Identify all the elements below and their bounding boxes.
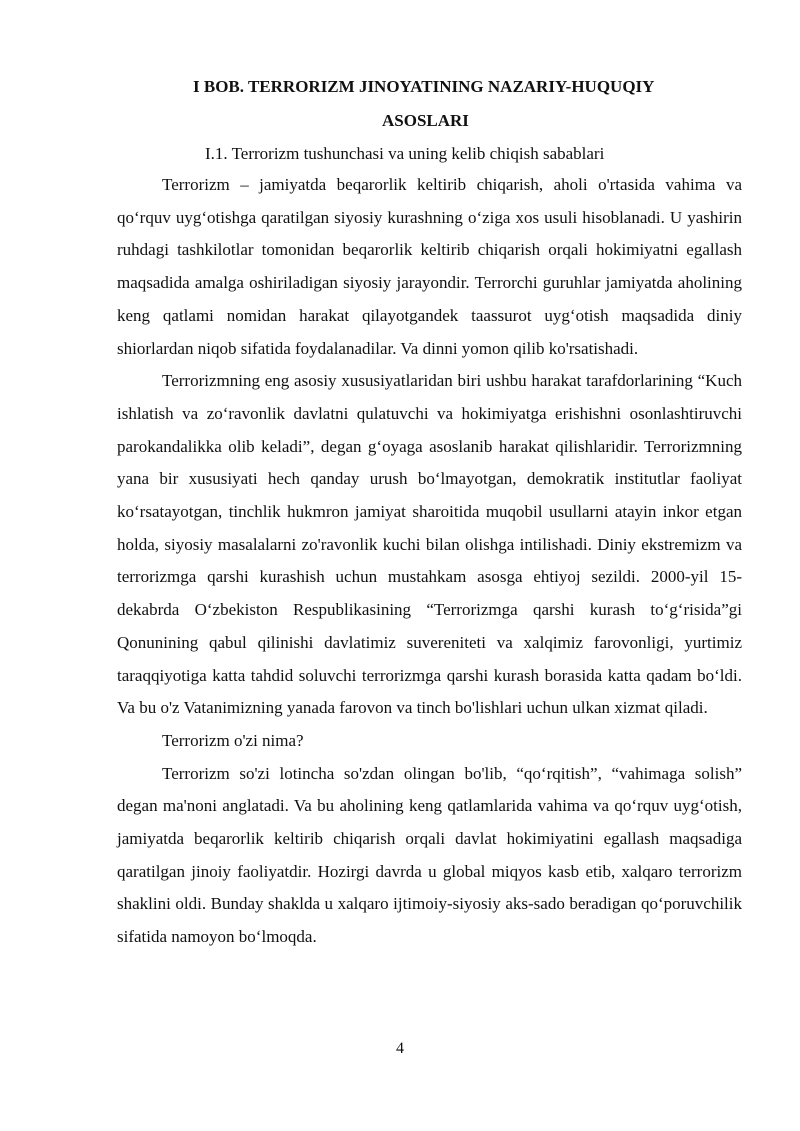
chapter-title xyxy=(118,70,742,138)
paragraph-etymology: Terrorizm so'zi lotincha so'zdan olingan bo'lib, “qo‘rqitish”, “vahimaga solish” degan ma'noni anglatadi. Va bu aholining keng qatlamlarida vahima va qo‘rquv uyg‘otish, jamiyatda beqarorlik keltirib chiqarish orqali davlat hokimiyatini egallash maqsadiga qaratilgan jinoiy faoliyatdir. Hozirgi davrda u global miqyos kasb etib, xalqaro terrorizm shaklini oldi. Bunday shaklda u xalqaro ijtimoiy-siyosiy aks-sado beradigan qo‘poruvchilik sifatida namoyon bo‘lmoqda. xyxy=(117,763,742,947)
chapter-title-line-2: ASOSLARI xyxy=(382,111,469,130)
paragraph-characteristics: Terrorizmning eng asosiy xususiyatlaridan biri ushbu harakat tarafdorlarining “Kuch ishlatish va zo‘ravonlik davlatni qulatuvchi va hokimiyatga erishishni osonlashtiruvchi parokandalikka olib keladi”, degan g‘oyaga asoslanib harakat qilishlaridir. Terrorizmning yana bir xususiyati hech qanday urush bo‘lmayotgan, demokratik institutlar faoliyat ko‘rsatayotgan, tinchlik hukmron jamiyat sharoitida muqobil usullarni atayin inkor etgan holda, siyosiy masalalarni zo'ravonlik kuchi bilan olishga intilishadi. Diniy ekstremizm va terrorizmga qarshi kurashish uchun mustahkam asosga ehtiyoj sezildi. 2000-yil 15-dekabrda O‘zbekiston Respublikasining “Terrorizmga qarshi kurash to‘g‘risida”gi Qonunining qabul qilinishi davlatimiz suvereniteti va xalqimiz farovonligi, yurtimiz taraqqiyotiga katta tahdid soluvchi terrorizmga qarshi kurash borasida katta qadam bo‘ldi. Va bu o'z Vatanimizning yanada farovon va tinch bo'lishlari uchun ulkan xizmat qiladi. xyxy=(117,371,742,718)
paragraph-definition: Terrorizm – jamiyatda beqarorlik keltirib chiqarish, aholi o'rtasida vahima va qo‘rquv uyg‘otishga qaratilgan siyosiy kurashning o‘ziga xos usuli hisoblanadi. U yashirin ruhdagi tashkilotlar tomonidan beqarorlik keltirib chiqarish orqali hokimiyatni egallash maqsadida amalga oshiriladigan siyosiy jarayondir. Terrorchi guruhlar jamiyatda aholining keng qatlami nomidan harakat qilayotgandek taassurot uyg‘otish maqsadida diniy shiorlardan niqob sifatida foydalanadilar. Va dinni yomon qilib ko'rsatishadi. xyxy=(117,175,742,358)
section-title: I.1. Terrorizm tushunchasi va uning kelib chiqish sabablari xyxy=(205,144,605,163)
body-text xyxy=(117,169,742,954)
paragraph-question: Terrorizm o'zi nima? xyxy=(162,730,304,750)
page-number: 4 xyxy=(396,1040,404,1057)
chapter-title-line-1: I BOB. TERRORIZM JINOYATINING NAZARIY-HUQUQIY xyxy=(193,77,655,96)
